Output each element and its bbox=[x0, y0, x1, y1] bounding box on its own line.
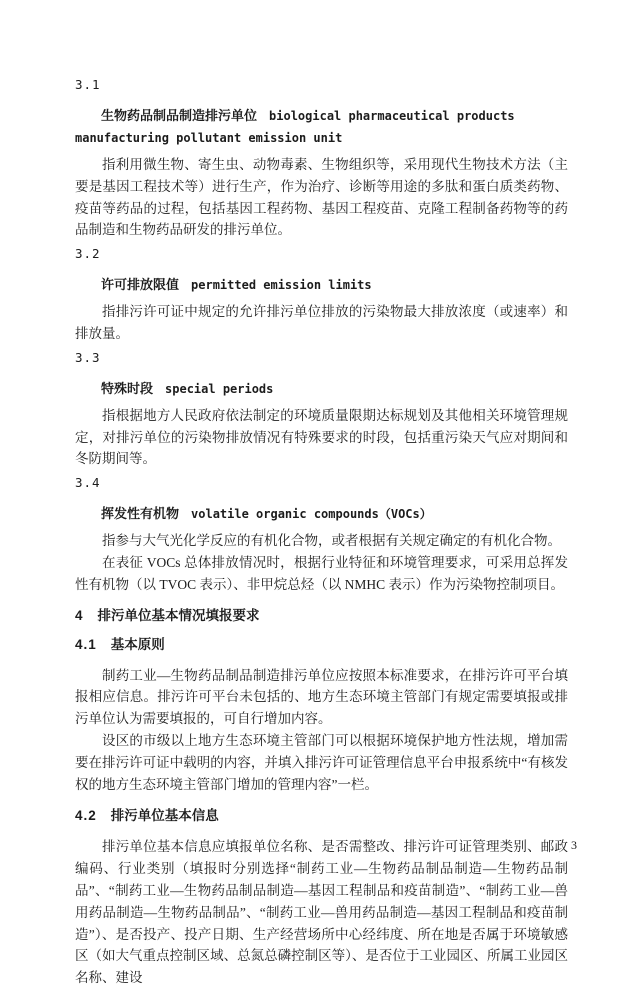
definition-section-3-2 bbox=[75, 247, 568, 345]
term-chinese: 特殊时段 bbox=[101, 380, 154, 396]
definition-text: 指排污许可证中规定的允许排污单位排放的污染物最大排放浓度（或速率）和排放量。 bbox=[75, 304, 568, 341]
subsection-4-1 bbox=[75, 637, 568, 796]
term-english: permitted emission limits bbox=[191, 278, 372, 293]
term-english: biological pharmaceutical products manufacturing pollutant emission unit bbox=[75, 109, 515, 145]
definition-text: 指参与大气光化学反应的有机化合物，或者根据有关规定确定的有机化合物。 bbox=[102, 533, 561, 549]
definition-section-3-4 bbox=[75, 476, 568, 595]
body-paragraph: 设区的市级以上地方生态环境主管部门可以根据环境保护地方性法规，增加需要在排污许可证中载明的内容，并填入排污许可证管理信息平台申报系统中“有核发权的地方生态环境主管部门增加的管理内容”一栏。 bbox=[75, 732, 568, 792]
subsection-number: 4.1 bbox=[75, 636, 97, 652]
term-english: volatile organic compounds（VOCs） bbox=[191, 507, 432, 522]
clause-number: 3.2 bbox=[75, 246, 101, 262]
term-heading bbox=[75, 503, 568, 525]
term-chinese: 许可排放限值 bbox=[101, 277, 180, 293]
clause-number: 3.3 bbox=[75, 349, 101, 365]
definition-text: 指根据地方人民政府依法制定的环境质量限期达标规划及其他相关环境管理规定，对排污单位的污染物排放情况有特殊要求的时段，包括重污染天气应对期间和冬防期间等。 bbox=[75, 407, 568, 467]
subsection-heading bbox=[75, 808, 568, 823]
chapter-number: 4 bbox=[75, 607, 84, 623]
clause-number: 3.1 bbox=[75, 77, 101, 92]
definition-section-3-1 bbox=[75, 78, 568, 241]
chapter-heading bbox=[75, 608, 568, 623]
body-paragraph: 排污单位基本信息应填报单位名称、是否需整改、排污许可证管理类别、邮政编码、行业类别（填报时分别选择“制药工业—生物药品制品制造—生物药品制品”、“制药工业—生物药品制品制造—基因工程制品和疫苗制造”、“制药工业—兽用药品制造—生物药品制品”、“制药工业—兽用药品制造—基因工程制品和疫苗制造”）、是否投产、投产日期、生产经营场所中心经纬度、所在地是否属于环境敏感区（如大气重点控制区域、总氮总磷控制区等）、是否位于工业园区、所属工业园区名称、建设 bbox=[75, 839, 568, 986]
definition-text: 指利用微生物、寄生虫、动物毒素、生物组织等，采用现代生物技术方法（主要是基因工程技术等）进行生产，作为治疗、诊断等用途的多肽和蛋白质类药物、疫苗等药品的过程，包括基因工程药物、基因工程疫苗、克隆工程制备药物等的药品制造和生物药品研发的排污单位。 bbox=[75, 157, 568, 238]
term-chinese: 挥发性有机物 bbox=[101, 506, 180, 522]
subsection-4-2 bbox=[75, 808, 568, 989]
term-heading bbox=[75, 378, 568, 400]
definition-text: 在表征 VOCs 总体排放情况时，根据行业特征和环境管理要求，可采用总挥发性有机物（以 TVOC 表示）、非甲烷总烃（以 NMHC 表示）作为污染物控制项目。 bbox=[75, 554, 568, 592]
subsection-number: 4.2 bbox=[75, 808, 97, 824]
term-english: special periods bbox=[165, 381, 274, 396]
subsection-title: 排污单位基本信息 bbox=[110, 808, 219, 824]
term-heading bbox=[75, 105, 568, 149]
term-chinese: 生物药品制品制造排污单位 bbox=[101, 108, 258, 123]
definition-section-3-3 bbox=[75, 351, 568, 470]
clause-number: 3.4 bbox=[75, 475, 101, 491]
document-content bbox=[75, 78, 568, 989]
chapter-title: 排污单位基本情况填报要求 bbox=[97, 607, 260, 623]
page-number: 3 bbox=[571, 838, 577, 852]
term-heading bbox=[75, 274, 568, 296]
subsection-heading bbox=[75, 637, 568, 652]
subsection-title: 基本原则 bbox=[110, 636, 165, 652]
body-paragraph: 制药工业—生物药品制品制造排污单位应按照本标准要求，在排污许可平台填报相应信息。排污许可平台未包括的、地方生态环境主管部门有规定需要填报或排污单位认为需要填报的，可自行增加内容。 bbox=[75, 667, 568, 727]
